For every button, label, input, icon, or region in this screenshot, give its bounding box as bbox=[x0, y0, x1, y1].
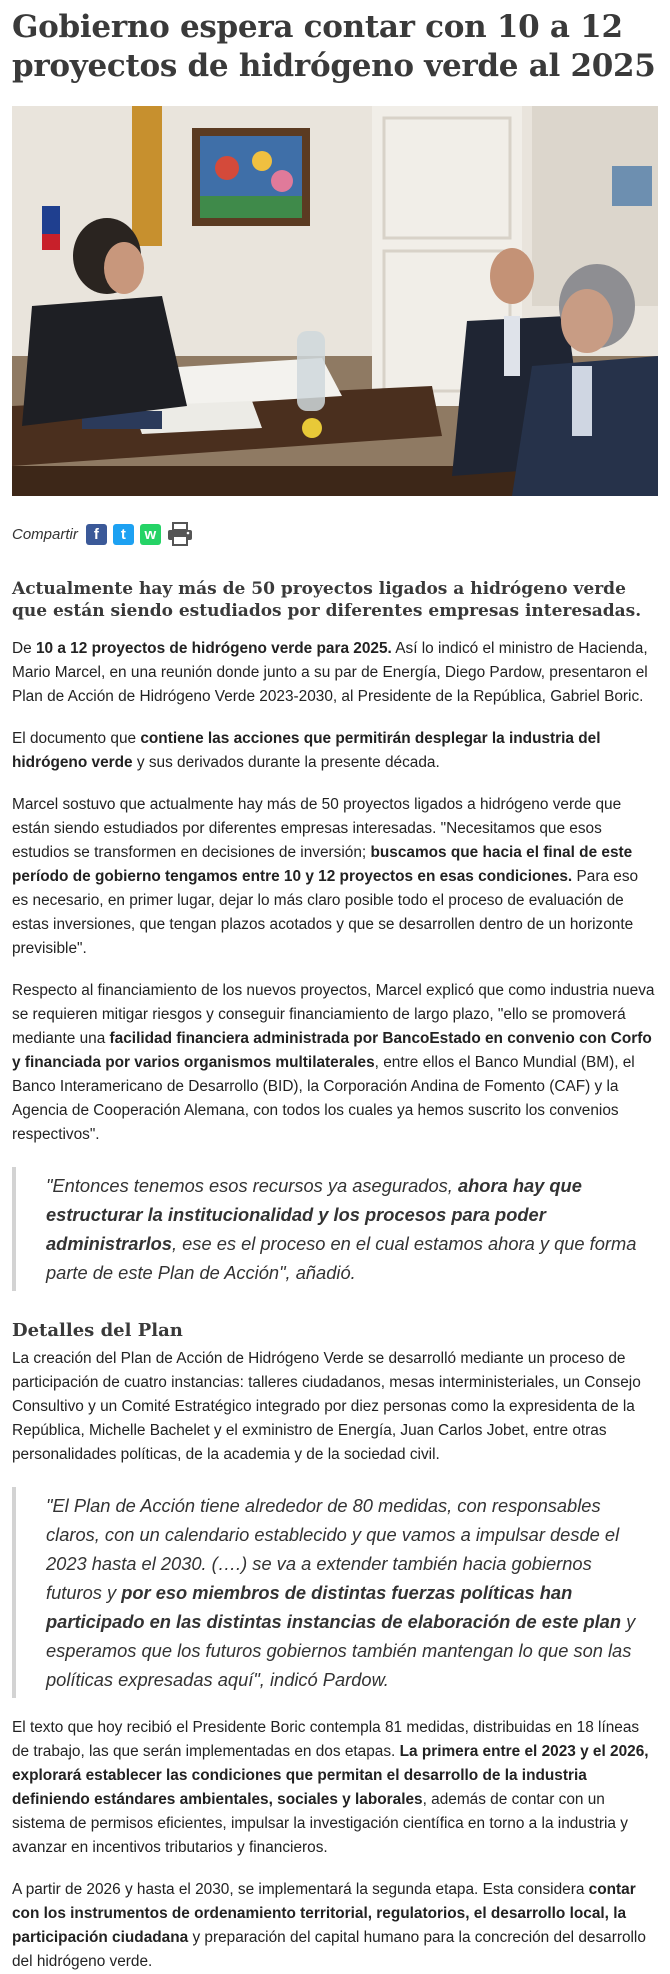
paragraph-1: De 10 a 12 proyectos de hidrógeno verde para 2025. Así lo indicó el ministro de Hacienda, Mario Marcel, en una reunión donde junto a su par de Energía, Diego Pardow, presentaron el Plan de Acción de Hidrógeno Verde 2023-2030, al Presidente de la República, Gabriel Boric. bbox=[12, 640, 648, 705]
print-button[interactable] bbox=[167, 522, 193, 546]
quote-pardow: "El Plan de Acción tiene alrededor de 80 medidas, con responsables claros, con un calendario establecido y que vamos a impulsar desde el 2023 hasta el 2030. (….) se va a extender también hacia gobiernos futuros y por eso miembros de distintas fuerzas políticas han participado en las distintas instancias de elaboración de este plan y esperamos que los futuros gobiernos también mantengan lo que son las políticas expresadas aquí", indicó Pardow. bbox=[12, 1487, 658, 1698]
printer-icon bbox=[167, 522, 193, 546]
article-container bbox=[0, 8, 670, 1974]
twitter-icon: t bbox=[120, 525, 126, 543]
paragraph-5: La creación del Plan de Acción de Hidrógeno Verde se desarrolló mediante un proceso de participación de cuatro instancias: talleres ciudadanos, mesas interministeriales, un Consejo Consultivo y un Comité Estratégico integrado por diez personas como la expresidenta de la República, Michelle Bachelet y el exministro de Energía, Juan Carlos Jobet, entre otras personalidades políticas, de la academia y de la sociedad civil. bbox=[12, 1350, 641, 1463]
paragraph-7: A partir de 2026 y hasta el 2030, se implementará la segunda etapa. Esta considera contar con los instrumentos de ordenamiento territorial, regulatorios, el desarrollo local, la participación ciudadana y preparación del capital humano para la concreción del desarrollo del hidrógeno verde. bbox=[12, 1881, 646, 1970]
share-label: Compartir bbox=[12, 525, 78, 543]
section-heading: Detalles del Plan bbox=[12, 1320, 183, 1341]
article-body bbox=[12, 637, 658, 1974]
article-title: Gobierno espera contar con 10 a 12 proyectos de hidrógeno verde al 2025 bbox=[12, 9, 656, 84]
twitter-share-button[interactable] bbox=[113, 524, 134, 545]
article-lead: Actualmente hay más de 50 proyectos ligados a hidrógeno verde que están siendo estudiados por diferentes empresas interesadas. bbox=[12, 579, 642, 621]
paragraph-4: Respecto al financiamiento de los nuevos proyectos, Marcel explicó que como industria nueva se requieren mitigar riesgos y conseguir financiamiento de largo plazo, "ello se promoverá mediante una facilidad financiera administrada por BancoEstado en convenio con Corfo y financiada por varios organismos multilaterales, entre ellos el Banco Mundial (BM), el Banco Interamericano de Desarrollo (BID), la Corporación Andina de Fomento (CAF) y la Agencia de Cooperación Alemana, con todos los cuales ya hemos suscrito los convenios respectivos". bbox=[12, 982, 655, 1143]
share-bar bbox=[12, 520, 658, 548]
facebook-icon: f bbox=[93, 525, 99, 543]
article-photo bbox=[12, 106, 658, 496]
article-page bbox=[0, 8, 670, 1970]
paragraph-2: El documento que contiene las acciones que permitirán desplegar la industria del hidrógeno verde y sus derivados durante la presente década. bbox=[12, 730, 601, 771]
whatsapp-icon: w bbox=[144, 525, 157, 543]
quote-marcel: "Entonces tenemos esos recursos ya asegurados, ahora hay que estructurar la institucionalidad y los procesos para poder administrarlos, ese es el proceso en el cual estamos ahora y que forma parte de este Plan de Acción", añadió. bbox=[12, 1167, 658, 1291]
whatsapp-share-button[interactable] bbox=[140, 524, 161, 545]
paragraph-3: Marcel sostuvo que actualmente hay más de 50 proyectos ligados a hidrógeno verde que están siendo estudiados por diferentes empresas interesadas. "Necesitamos que esos estudios se transformen en decisiones de inversión; buscamos que hacia el final de este período de gobierno tengamos entre 10 y 12 proyectos en esas condiciones. Para eso es necesario, en primer lugar, dejar lo más claro posible todo el proceso de evaluación de estas inversiones, que tengan plazos acotados y que se desarrollen dentro de un horizonte previsible". bbox=[12, 796, 639, 957]
paragraph-6: El texto que hoy recibió el Presidente Boric contempla 81 medidas, distribuidas en 18 líneas de trabajo, las que serán implementadas en dos etapas. La primera entre el 2023 y el 2026, explorará establecer las condiciones que permitan el desarrollo de la industria definiendo estándares ambientales, sociales y laborales, además de contar con un sistema de permisos eficientes, impulsar la investigación científica en torno a la industria y avanzar en incentivos tributarios y financieros. bbox=[12, 1719, 649, 1856]
facebook-share-button[interactable] bbox=[86, 524, 107, 545]
